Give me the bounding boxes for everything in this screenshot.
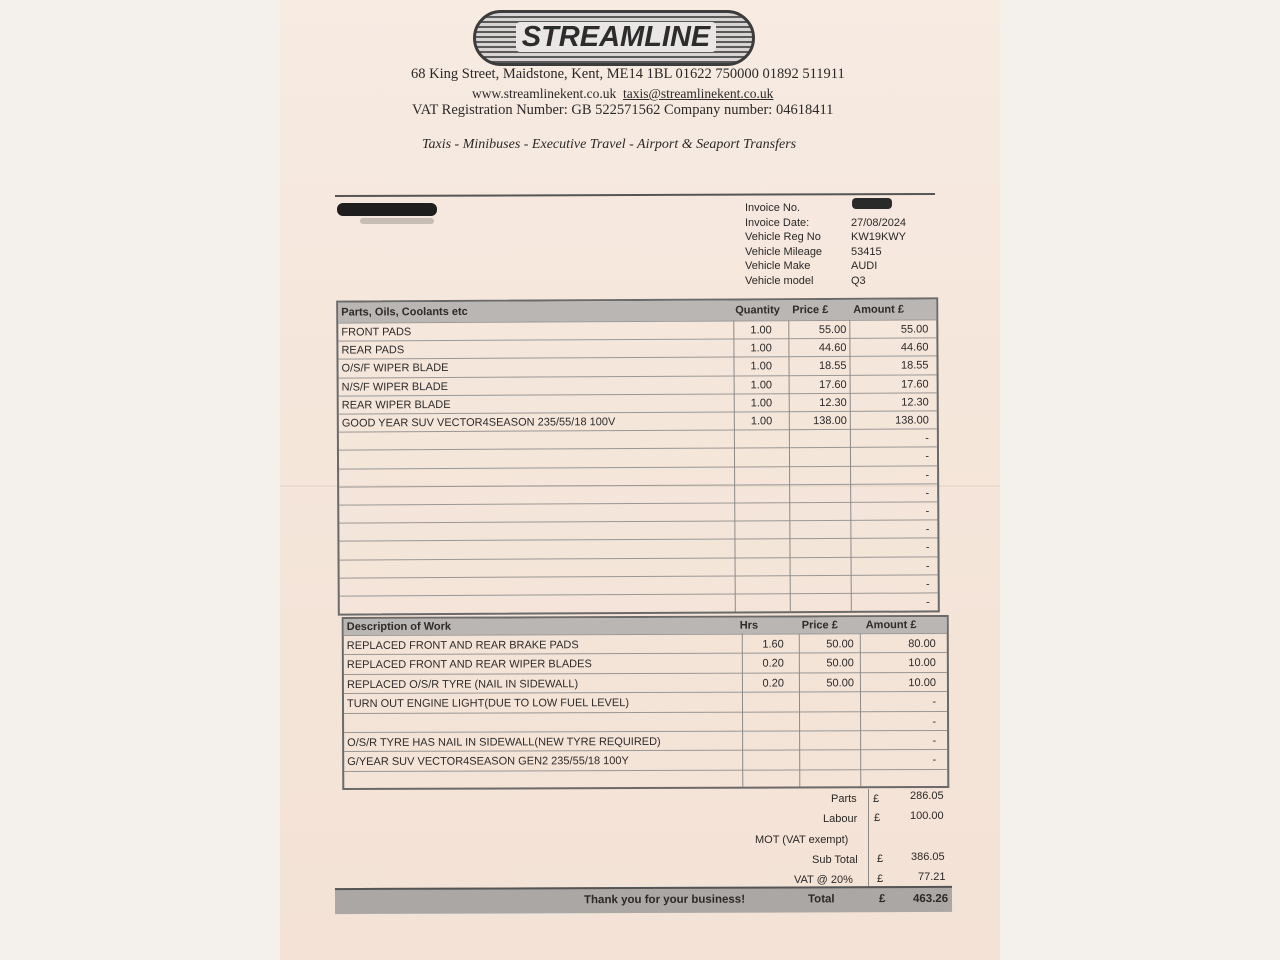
part-amount: 17.60 <box>901 378 929 391</box>
part-amount: - <box>925 432 929 445</box>
invoice-paper <box>280 0 1000 960</box>
part-amount: 138.00 <box>895 414 929 427</box>
work-description: O/S/R TYRE HAS NAIL IN SIDEWALL(NEW TYRE REQUIRED) <box>347 735 661 750</box>
part-amount: - <box>925 469 930 482</box>
part-amount: - <box>925 523 930 536</box>
parts-col-amount: Amount £ <box>853 303 905 316</box>
part-amount: - <box>925 487 930 500</box>
part-price: 55.00 <box>818 323 847 337</box>
work-description: REPLACED O/S/R TYRE (NAIL IN SIDEWALL) <box>346 678 579 691</box>
grand-total-value: 463.26 <box>912 892 949 906</box>
work-price: 50.00 <box>826 638 854 651</box>
invoice-meta-label: Vehicle model <box>745 274 814 287</box>
part-amount: - <box>925 505 930 518</box>
labour-col-amount: Amount £ <box>865 619 917 632</box>
company-website: www.streamlinekent.co.uk <box>472 86 617 101</box>
part-quantity: 1.00 <box>750 324 772 337</box>
part-amount: 18.55 <box>900 359 929 373</box>
invoice-meta-value: 53415 <box>851 245 882 258</box>
part-amount: 44.60 <box>900 341 929 354</box>
work-amount: 10.00 <box>908 676 936 689</box>
background-left <box>0 0 280 960</box>
work-hours: 0.20 <box>762 677 784 690</box>
part-description: N/S/F WIPER BLADE <box>341 380 449 394</box>
labour-total-currency: £ <box>874 812 881 824</box>
part-amount: - <box>925 541 930 554</box>
redacted-customer-name <box>337 203 437 216</box>
background-right <box>1000 0 1280 960</box>
invoice-meta-label: Vehicle Make <box>745 260 811 273</box>
total-bar <box>335 886 952 914</box>
redacted-customer-address <box>360 218 434 224</box>
vat-label: VAT @ 20% <box>794 874 853 886</box>
part-price: 17.60 <box>819 378 847 391</box>
labour-total-label: Labour <box>823 813 858 825</box>
part-quantity: 1.00 <box>750 415 773 428</box>
parts-total-currency: £ <box>873 793 880 805</box>
labour-table <box>342 615 950 790</box>
work-description: REPLACED FRONT AND REAR WIPER BLADES <box>346 658 592 672</box>
labour-col-description: Description of Work <box>346 620 452 634</box>
work-description: G/YEAR SUV VECTOR4SEASON GEN2 235/55/18 100Y <box>347 755 629 769</box>
grand-total-label: Total <box>807 893 835 906</box>
part-price: 12.30 <box>819 396 847 409</box>
thank-you-message: Thank you for your business! <box>583 893 746 907</box>
part-amount: - <box>925 578 930 591</box>
invoice-meta-value: KW19KWY <box>851 231 907 244</box>
invoice-meta-value: 27/08/2024 <box>851 216 907 229</box>
parts-col-quantity: Quantity <box>735 304 780 317</box>
subtotal-currency: £ <box>877 853 884 865</box>
vat-currency: £ <box>877 873 884 885</box>
part-quantity: 1.00 <box>750 397 773 410</box>
invoice-meta-label: Invoice Date: <box>745 216 810 229</box>
work-hours: 0.20 <box>762 657 784 670</box>
part-quantity: 1.00 <box>750 342 772 355</box>
parts-table <box>336 297 940 615</box>
invoice-meta-values <box>851 201 906 289</box>
invoice-meta-label: Invoice No. <box>745 202 801 214</box>
vat-value: 77.21 <box>918 871 946 883</box>
invoice-meta-value <box>851 201 906 216</box>
subtotal-label: Sub Total <box>812 854 858 866</box>
part-description: REAR WIPER BLADE <box>341 398 451 412</box>
work-price: 50.00 <box>826 677 854 690</box>
invoice-meta-label: Vehicle Reg No <box>745 231 821 244</box>
part-quantity: 1.00 <box>750 378 773 392</box>
vat-registration: VAT Registration Number: GB 522571562 Company number: 04618411 <box>412 102 834 118</box>
streamline-logo <box>473 10 755 66</box>
part-description: REAR PADS <box>341 344 405 357</box>
totals-divider <box>868 789 869 887</box>
table-row <box>340 592 938 614</box>
part-amount: - <box>926 596 930 609</box>
company-web-line <box>472 86 773 102</box>
part-description: GOOD YEAR SUV VECTOR4SEASON 235/55/18 100V <box>341 416 616 430</box>
subtotal-value: 386.05 <box>911 851 945 863</box>
part-amount: 55.00 <box>900 323 929 336</box>
work-amount: 10.00 <box>908 657 936 670</box>
part-quantity: 1.00 <box>750 360 772 373</box>
logo-text: STREAMLINE <box>516 22 716 52</box>
part-description: FRONT PADS <box>341 326 412 339</box>
company-address: 68 King Street, Maidstone, Kent, ME14 1BL 01622 750000 01892 511911 <box>411 66 845 82</box>
parts-total-value: 286.05 <box>910 790 944 802</box>
part-price: 44.60 <box>818 342 847 355</box>
work-amount: - <box>932 715 937 728</box>
grand-total-currency: £ <box>878 893 886 906</box>
labour-col-hrs: Hrs <box>739 619 759 632</box>
invoice-meta-value: Q3 <box>851 274 866 287</box>
invoice-meta-value: AUDI <box>851 260 878 273</box>
work-description: REPLACED FRONT AND REAR BRAKE PADS <box>346 639 579 653</box>
work-amount: - <box>932 734 937 747</box>
part-price: 18.55 <box>818 360 847 373</box>
labour-total-value: 100.00 <box>910 810 944 822</box>
part-description: O/S/F WIPER BLADE <box>341 362 449 375</box>
mot-label: MOT (VAT exempt) <box>755 834 849 846</box>
work-amount: - <box>932 696 937 709</box>
table-row <box>344 769 947 792</box>
work-hours: 1.60 <box>762 638 784 651</box>
part-amount: - <box>925 450 930 463</box>
work-description: TURN OUT ENGINE LIGHT(DUE TO LOW FUEL LEVEL) <box>346 697 630 711</box>
parts-col-description: Parts, Oils, Coolants etc <box>341 305 468 319</box>
parts-col-price: Price £ <box>792 304 829 317</box>
parts-total-label: Parts <box>831 793 857 805</box>
work-price: 50.00 <box>826 657 854 670</box>
work-amount: - <box>932 754 937 767</box>
company-tagline: Taxis - Minibuses - Executive Travel - Airport & Seaport Transfers <box>422 137 797 152</box>
part-amount: - <box>925 560 930 573</box>
part-amount: 12.30 <box>901 396 929 409</box>
header-divider <box>335 193 935 197</box>
labour-col-price: Price £ <box>801 619 838 632</box>
part-price: 138.00 <box>813 414 847 428</box>
invoice-meta-label: Vehicle Mileage <box>745 245 823 258</box>
invoice-meta-labels <box>745 201 822 289</box>
company-email: taxis@streamlinekent.co.uk <box>622 86 774 101</box>
work-amount: 80.00 <box>908 637 936 651</box>
